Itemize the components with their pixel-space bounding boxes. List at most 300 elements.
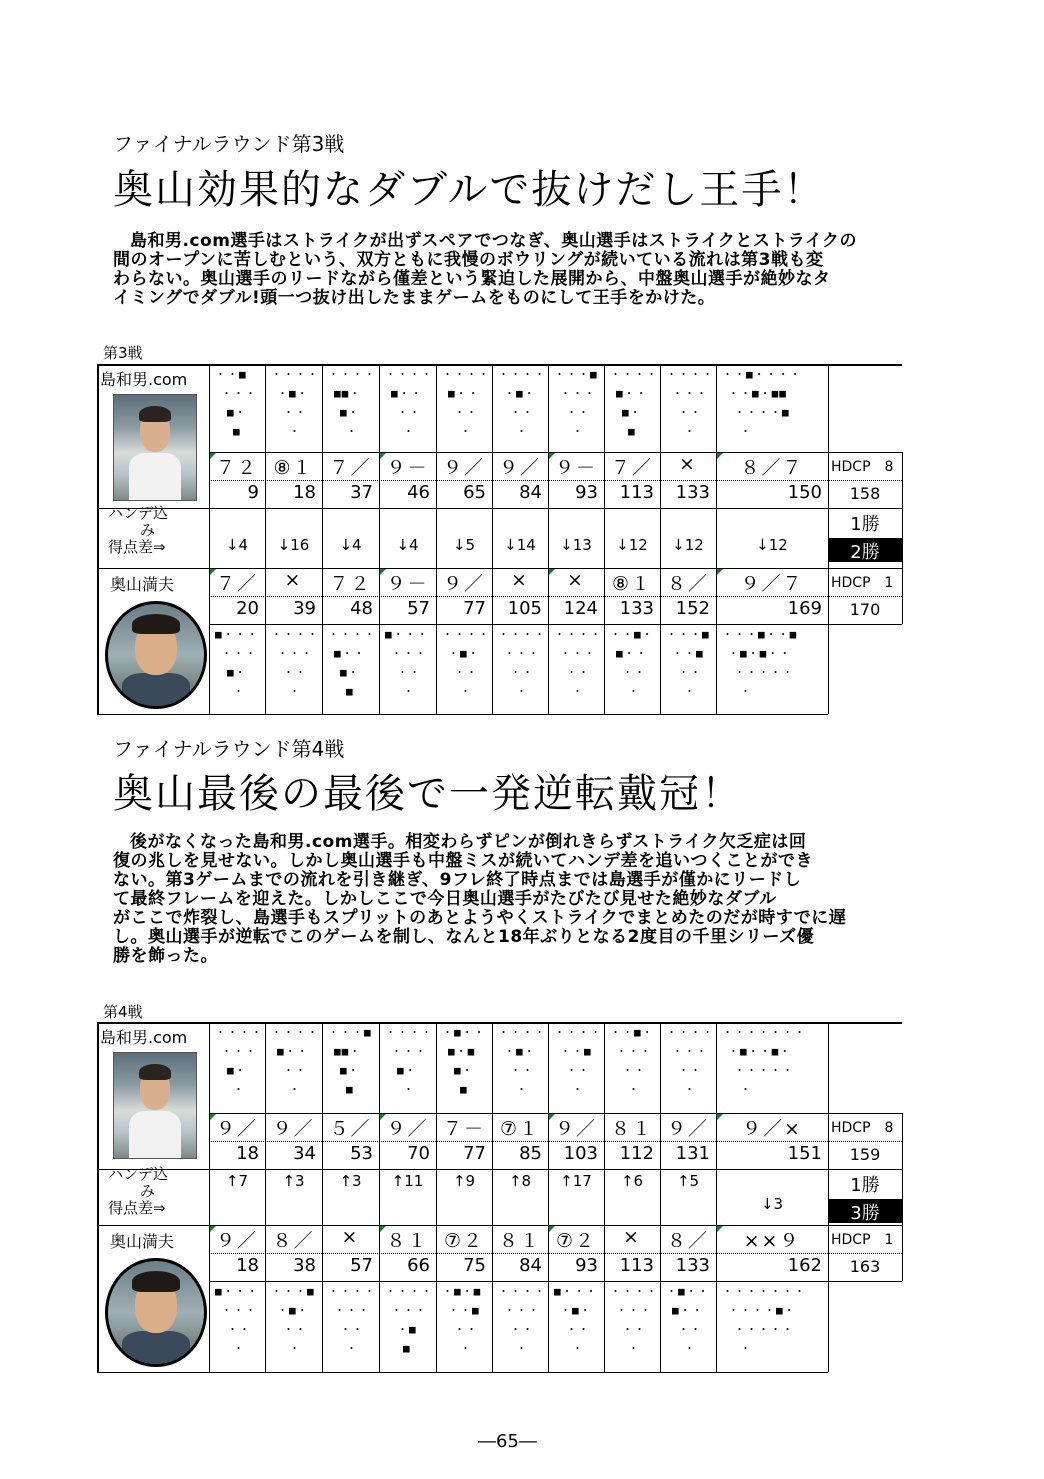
- frame-divider: [379, 1022, 380, 1113]
- pin-diagram-row: ・・・: [221, 387, 257, 400]
- pin-diagram-row: ・・・: [560, 647, 596, 660]
- pin-diagram-row: ・・: [227, 1323, 251, 1336]
- frame-divider: [548, 1022, 549, 1113]
- frame-mark: ９／: [498, 457, 541, 479]
- pin-diagram-row: ・・: [510, 1323, 534, 1336]
- pin-diagram-row: ・■・: [277, 387, 309, 400]
- pin-diagram-row: ・: [460, 685, 472, 698]
- frame-mark: ９／: [215, 1118, 258, 1140]
- frame-mark: ⑦１: [499, 1118, 541, 1140]
- pin-diagram-row: ・・・・: [271, 1026, 319, 1039]
- frame-divider: [322, 624, 323, 714]
- frame-mark: ７－: [442, 1118, 485, 1140]
- pin-diagram-row: ■・・: [616, 647, 648, 660]
- total-score: 163: [849, 1257, 881, 1276]
- score-diff: ↓5: [452, 536, 476, 554]
- pin-diagram-row: ・・: [340, 1323, 364, 1336]
- pin-diagram-row: ・・・・: [328, 628, 376, 641]
- frame-divider: [322, 1281, 323, 1372]
- game4-subtitle: ファイナルラウンド第4戦: [113, 737, 345, 761]
- page-number: ―65―: [478, 1431, 537, 1452]
- cumulative-score: 34: [293, 1143, 316, 1164]
- pin-diagram-row: ・・・・: [328, 368, 376, 381]
- pin-diagram-row: ・・・・■: [734, 406, 790, 419]
- pin-diagram-row: ■・・・: [215, 1285, 259, 1298]
- frame-divider: [492, 624, 493, 714]
- frame-mark: ×: [567, 569, 585, 591]
- pin-diagram-row: ・・: [622, 1323, 646, 1336]
- handicap-diff-label: ハンデ込: [108, 1165, 169, 1183]
- pin-diagram-row: ・・: [510, 1064, 534, 1077]
- score-diff: ↓4: [396, 536, 419, 554]
- pin-diagram-row: ■: [346, 1083, 354, 1096]
- totals-divider: [902, 452, 903, 624]
- win-count-highlight: 3勝: [828, 1199, 902, 1223]
- frame-mark: ９／: [386, 1118, 429, 1140]
- frame-divider: [436, 364, 437, 452]
- cumulative-score: 46: [407, 482, 430, 503]
- frame-divider: [660, 624, 661, 714]
- game4-label: 第4戦: [103, 1003, 143, 1021]
- frame-mark: ×: [284, 569, 303, 591]
- frame-divider: [828, 364, 829, 452]
- cumulative-score: 93: [575, 1255, 598, 1276]
- handicap-diff-label: ハンデ込: [108, 504, 169, 522]
- pin-diagram-row: ・■・・■・: [728, 1045, 792, 1058]
- pin-diagram-row: ■・: [340, 406, 360, 419]
- pin-diagram-row: ・: [572, 685, 584, 698]
- photo-shirt: [122, 673, 190, 709]
- pin-diagram-row: ・・・■: [328, 1026, 372, 1039]
- frame-divider: [660, 364, 661, 452]
- game3-paragraph-line: 間のオープンに苦しむという、双方ともに我慢のボウリングが続いている流れは第3戦も変: [113, 250, 824, 270]
- cumulative-score: 162: [787, 1255, 822, 1276]
- pin-diagram-row: ■・: [622, 406, 642, 419]
- pin-diagram-row: ■・: [227, 1064, 247, 1077]
- photo-ring: [105, 601, 206, 709]
- pin-diagram-row: ・・: [678, 1323, 702, 1336]
- pin-diagram-row: ・: [684, 685, 696, 698]
- pin-diagram-row: ・■・: [277, 1304, 309, 1317]
- split-marker: [717, 1226, 723, 1232]
- frame-mark: ５／: [329, 1118, 372, 1140]
- cumulative-score: 18: [293, 482, 316, 503]
- pin-diagram-row: ・・: [454, 666, 478, 679]
- frame-mark: ×: [341, 1226, 360, 1248]
- game4-paragraph: [113, 833, 846, 966]
- split-marker: [549, 569, 555, 575]
- cumulative-score: 93: [575, 482, 598, 503]
- pin-diagram-row: ■・: [227, 406, 247, 419]
- totals-divider: [902, 1113, 903, 1281]
- pin-diagram-row: ・・: [566, 1323, 590, 1336]
- pin-diagram-row: ・: [346, 1342, 358, 1355]
- pin-diagram-row: ■・・・: [385, 628, 429, 641]
- frame-mark: ９／: [554, 1118, 597, 1140]
- pin-diagram-row: ・・: [510, 666, 534, 679]
- score-diff: ↑3: [339, 1172, 362, 1190]
- pin-diagram-row: ・: [740, 425, 752, 438]
- name-sep: [97, 568, 209, 569]
- pin-diagram-row: ・・・■: [554, 368, 598, 381]
- pin-diagram-row: ■・: [227, 666, 247, 679]
- pin-diagram-row: ■・: [454, 1064, 474, 1077]
- pin-diagram-row: ・・・・: [385, 1026, 433, 1039]
- pin-diagram-row: ・・: [678, 1064, 702, 1077]
- game4-paragraph-line: 復の兆しを見せない。しかし奥山選手も中盤ミスが続いてハンデ差を追いつくことができ: [113, 851, 813, 871]
- cumulative-score: 75: [463, 1255, 486, 1276]
- frame-divider: [322, 1022, 323, 1113]
- cumulative-score: 151: [787, 1143, 822, 1164]
- frame-mark: ８／: [666, 1230, 709, 1252]
- frame-mark: ７２: [329, 573, 372, 595]
- win-count-highlight: 2勝: [828, 538, 902, 562]
- frame-divider: [660, 1281, 661, 1372]
- split-marker: [717, 453, 723, 459]
- frame-divider: [265, 624, 266, 714]
- hdcp-label: HDCP 1: [831, 1232, 894, 1248]
- pin-diagram-row: ■: [346, 685, 354, 698]
- pin-diagram-row: ・・: [566, 406, 590, 419]
- pin-diagram-row: ・・・・・・・: [722, 1026, 806, 1039]
- frame-mark: ８／: [272, 1230, 315, 1252]
- pin-diagram-row: ■・・: [448, 387, 480, 400]
- pin-diagram-row: ■・■: [448, 1045, 476, 1058]
- split-marker: [380, 1114, 386, 1120]
- split-marker: [380, 453, 386, 459]
- pin-diagram-row: ・■: [397, 1323, 417, 1336]
- pin-diagram-row: ・: [516, 1083, 528, 1096]
- frame-mark: ９／: [442, 573, 485, 595]
- pin-diagram-row: ・・・・: [271, 628, 319, 641]
- cumulative-score: 103: [563, 1143, 598, 1164]
- pin-diagram-row: ■■・: [334, 1045, 362, 1058]
- cumulative-score: 152: [675, 598, 710, 619]
- pin-diagram-row: ・: [684, 1342, 696, 1355]
- pin-diagram-row: ・・・・: [498, 1026, 546, 1039]
- score-diff: ↓13: [560, 536, 592, 554]
- pin-diagram-row: ・: [628, 685, 640, 698]
- frame-mark: ⑦２: [555, 1230, 597, 1252]
- pin-diagram-row: ・: [403, 425, 415, 438]
- split-marker: [210, 569, 216, 575]
- win-count: 1勝: [850, 514, 880, 535]
- pin-diagram-row: ・・・: [277, 647, 313, 660]
- frame-divider: [828, 1113, 829, 1281]
- pin-diagram-row: ・■・: [504, 1045, 536, 1058]
- pin-diagram-row: ・・・・: [385, 1285, 433, 1298]
- pin-diagram-row: ■・・: [391, 387, 423, 400]
- player1-name: 島和男.com: [100, 370, 188, 389]
- frame-divider: [716, 364, 717, 452]
- frame-divider: [660, 1022, 661, 1113]
- frame-divider: [492, 1281, 493, 1372]
- cumulative-score: 9: [247, 482, 259, 503]
- frame-divider: [828, 624, 829, 714]
- cumulative-score: 131: [675, 1143, 710, 1164]
- pin-diagram-row: ・・・・・: [734, 1323, 794, 1336]
- cumulative-score: 133: [675, 1255, 710, 1276]
- pin-diagram-row: ・: [233, 1083, 245, 1096]
- p1-cum-row-top: [209, 1141, 902, 1142]
- handicap-diff-label: み: [140, 521, 156, 539]
- photo-hair: [132, 614, 180, 634]
- cumulative-score: 124: [563, 598, 598, 619]
- pin-diagram-row: ・■・・: [666, 1285, 710, 1298]
- frame-divider: [436, 1022, 437, 1113]
- pin-diagram-row: ・: [516, 1342, 528, 1355]
- pin-diagram-row: ・: [572, 1342, 584, 1355]
- pin-diagram-row: ・・■・・・・: [722, 368, 802, 381]
- pin-diagram-row: ・・・・: [498, 628, 546, 641]
- pin-diagram-row: ・・・■: [271, 1285, 315, 1298]
- frame-divider: [604, 1281, 605, 1372]
- game3-paragraph-line: わらない。奥山選手のリードながら僅差という緊迫した展開から、中盤奥山選手が絶妙なタ: [113, 269, 831, 289]
- pin-diagram-row: ■・・: [616, 387, 648, 400]
- game3-label: 第3戦: [103, 344, 143, 362]
- game3-paragraph: [113, 232, 857, 308]
- split-marker: [717, 1114, 723, 1120]
- pin-diagram-row: ・・・・・: [734, 666, 794, 679]
- pin-diagram-row: ・・■: [215, 368, 247, 381]
- pin-diagram-row: ・・: [622, 666, 646, 679]
- frame-mark: ９／: [666, 1118, 709, 1140]
- frame-mark: ９－: [386, 573, 429, 595]
- pin-diagram-row: ・・■・: [610, 628, 654, 641]
- cumulative-score: 112: [619, 1143, 654, 1164]
- sheet-border-bottom: [97, 1372, 828, 1373]
- pin-diagram-row: ■・・: [277, 1045, 309, 1058]
- pin-diagram-row: ・・・・: [666, 1026, 714, 1039]
- game3-subtitle: ファイナルラウンド第3戦: [113, 132, 345, 156]
- player2-photo: [99, 1253, 207, 1370]
- pin-diagram-row: ・・・: [334, 1304, 370, 1317]
- pin-diagram-row: ・・: [283, 406, 307, 419]
- pin-diagram-row: ・: [516, 685, 528, 698]
- p1-cum-row-top: [209, 480, 902, 481]
- frame-divider: [379, 624, 380, 714]
- total-score: 170: [849, 600, 881, 619]
- cumulative-score: 113: [619, 1255, 654, 1276]
- pin-diagram-row: ・: [460, 425, 472, 438]
- pin-diagram-row: ■: [233, 425, 241, 438]
- p2-pins-top: [209, 624, 902, 625]
- player1-photo: [113, 1052, 197, 1159]
- split-marker: [210, 453, 216, 459]
- cumulative-score: 84: [519, 482, 542, 503]
- pin-diagram-row: ・・: [283, 1064, 307, 1077]
- pin-diagram-row: ・・: [283, 666, 307, 679]
- pin-diagram-row: ■: [628, 425, 636, 438]
- frame-divider: [379, 1281, 380, 1372]
- frame-mark: ×: [511, 569, 529, 591]
- pin-diagram-row: ・・・: [391, 1304, 427, 1317]
- score-diff: ↑6: [620, 1172, 644, 1190]
- pin-diagram-row: ・・■: [672, 647, 704, 660]
- score-diff: ↑9: [452, 1172, 476, 1190]
- split-marker: [717, 569, 723, 575]
- pin-diagram-row: ・: [516, 425, 528, 438]
- frame-mark: ９－: [554, 457, 597, 479]
- pin-diagram-row: ・・: [678, 406, 702, 419]
- split-marker: [549, 1114, 555, 1120]
- game4-headline: 奥山最後の最後で一発逆転戴冠！: [113, 771, 743, 817]
- frame-divider: [716, 1022, 717, 1113]
- pin-diagram-row: ・: [628, 1342, 640, 1355]
- pin-diagram-row: ・・・・・・・: [722, 1285, 806, 1298]
- photo-shirt: [129, 1111, 181, 1158]
- cumulative-score: 66: [407, 1255, 430, 1276]
- cumulative-score: 48: [350, 598, 373, 619]
- cumulative-score: 18: [236, 1143, 259, 1164]
- split-marker: [210, 1226, 216, 1232]
- cumulative-score: 65: [463, 482, 486, 503]
- total-score: 158: [849, 484, 881, 503]
- score-diff: ↓12: [616, 536, 648, 554]
- pin-diagram-row: ・・・・■・: [728, 1304, 796, 1317]
- score-diff: ↓16: [277, 536, 310, 554]
- photo-hair: [132, 1271, 180, 1292]
- split-marker: [210, 1114, 216, 1120]
- p2-cum-row-top: [209, 1253, 902, 1254]
- game3-paragraph-line: 島和男.com選手はストライクが出ずスペアでつなぎ、奥山選手はストライクとストライクの: [130, 231, 858, 251]
- diff-row-top: [209, 508, 902, 509]
- frame-mark: ９／７: [740, 573, 804, 595]
- frame-mark: ７／: [329, 457, 372, 479]
- game4-paragraph-line: て最終フレームを迎えた。しかしここで今日奥山選手がたびたび見せた絶妙なダブル: [113, 889, 777, 909]
- cumulative-score: 18: [236, 1255, 259, 1276]
- pin-diagram-row: ■・・・: [215, 628, 259, 641]
- pin-diagram-row: ・・■・: [610, 1026, 654, 1039]
- pin-diagram-row: ・・・・: [385, 368, 433, 381]
- frame-divider: [604, 624, 605, 714]
- frame-divider: [492, 1022, 493, 1113]
- pin-diagram-row: ・: [289, 685, 301, 698]
- pin-diagram-row: ・: [628, 1083, 640, 1096]
- game4-paragraph-line: ない。第3ゲームまでの流れを引き継ぎ、9フレ終了時点までは島選手が僅かにリードし: [113, 870, 802, 890]
- sheet-border-bottom: [97, 714, 828, 715]
- pin-diagram-row: ・・: [678, 666, 702, 679]
- frame-mark: ８１: [610, 1118, 653, 1140]
- cumulative-score: 37: [350, 482, 373, 503]
- pin-diagram-row: ・・■: [560, 1045, 592, 1058]
- pin-diagram-row: ・・・・: [554, 1026, 602, 1039]
- frame-divider: [265, 364, 266, 452]
- pin-diagram-row: ・: [403, 1083, 415, 1096]
- handicap-diff-label: 得点差⇒: [108, 1199, 166, 1217]
- player1-name: 島和男.com: [100, 1028, 188, 1047]
- frame-divider: [548, 1281, 549, 1372]
- pin-diagram-row: ・・■・■■: [728, 387, 787, 400]
- frame-divider: [379, 364, 380, 452]
- hdcp-label: HDCP 8: [831, 459, 894, 475]
- pin-diagram-row: ・・・・: [498, 368, 546, 381]
- pin-diagram-row: ・・・: [221, 1045, 257, 1058]
- frame-mark: ８／７: [740, 457, 804, 479]
- pin-diagram-row: ・・・・: [610, 368, 658, 381]
- game4-paragraph-line: がここで炸裂し、島選手もスプリットのあとようやくストライクでまとめたのだが時すでに遅: [113, 908, 847, 928]
- frame-divider: [492, 364, 493, 452]
- pin-diagram-row: ・: [740, 1083, 752, 1096]
- pin-diagram-row: ・: [289, 1342, 301, 1355]
- frame-divider: [716, 624, 717, 714]
- pin-diagram-row: ・■・: [504, 387, 536, 400]
- cumulative-score: 77: [463, 598, 486, 619]
- pin-diagram-row: ・・■: [448, 1304, 480, 1317]
- cumulative-score: 70: [407, 1143, 430, 1164]
- pin-diagram-row: ■・・: [672, 1304, 704, 1317]
- pin-diagram-row: ・・: [397, 406, 421, 419]
- cumulative-score: 85: [519, 1143, 542, 1164]
- game4-paragraph-line: 勝を飾った。: [113, 946, 218, 966]
- pin-diagram-row: ・・・: [504, 647, 540, 660]
- frame-divider: [265, 1022, 266, 1113]
- frame-mark: ××９: [743, 1230, 801, 1252]
- cumulative-score: 39: [293, 598, 316, 619]
- pin-diagram-row: ・・・: [616, 1045, 652, 1058]
- pin-diagram-row: ・・・: [391, 647, 427, 660]
- pin-diagram-row: ・: [346, 425, 358, 438]
- frame-divider: [828, 1281, 829, 1372]
- split-marker: [380, 1226, 386, 1232]
- score-diff: ↓12: [756, 536, 788, 554]
- pin-diagram-row: ・・・・: [498, 1285, 546, 1298]
- pin-diagram-row: ・・・: [391, 1045, 427, 1058]
- pin-diagram-row: ・: [684, 1083, 696, 1096]
- frame-divider: [548, 624, 549, 714]
- player2-photo: [99, 596, 207, 712]
- frame-divider: [604, 1022, 605, 1113]
- cumulative-score: 57: [350, 1255, 373, 1276]
- pin-diagram-row: ・・: [510, 406, 534, 419]
- pin-diagram-row: ・: [684, 425, 696, 438]
- score-diff: ↓4: [339, 536, 362, 554]
- pin-diagram-row: ■・: [340, 666, 360, 679]
- frame-mark: ⑧１: [273, 457, 314, 479]
- score-diff: ↓12: [672, 536, 704, 554]
- frame-mark: ×: [623, 1226, 641, 1248]
- pin-diagram-row: ■・・: [334, 647, 366, 660]
- score-diff: ↓4: [225, 536, 249, 554]
- frame-mark: ９／: [272, 1118, 315, 1140]
- split-marker: [549, 453, 555, 459]
- frame-mark: ９／×: [742, 1118, 802, 1140]
- frame-mark: ⑦２: [443, 1230, 485, 1252]
- pin-diagram-row: ・・・: [672, 387, 708, 400]
- pin-diagram-row: ・■・: [448, 647, 480, 660]
- cumulative-score: 53: [350, 1143, 373, 1164]
- hdcp-label: HDCP 1: [831, 575, 894, 591]
- frame-mark: ８１: [386, 1230, 429, 1252]
- pin-diagram-row: ・・・■・・■: [722, 628, 798, 641]
- pin-diagram-row: ■: [460, 1083, 468, 1096]
- p2-pins-top: [209, 1281, 902, 1282]
- pin-diagram-row: ・: [572, 1083, 584, 1096]
- score-diff: ↑3: [282, 1172, 305, 1190]
- pin-diagram-row: ・・: [454, 1323, 478, 1336]
- photo-ring: [105, 1258, 206, 1367]
- player2-name: 奥山満夫: [110, 1232, 175, 1251]
- pin-diagram-row: ・・・・: [442, 368, 490, 381]
- cumulative-score: 133: [619, 598, 654, 619]
- pin-diagram-row: ■・・・: [554, 1285, 598, 1298]
- win-count: 1勝: [850, 1175, 880, 1196]
- hdcp-label: HDCP 8: [831, 1120, 894, 1136]
- frame-mark: ７／: [610, 457, 653, 479]
- split-marker: [549, 1226, 555, 1232]
- frame-divider: [436, 624, 437, 714]
- cumulative-score: 57: [407, 598, 430, 619]
